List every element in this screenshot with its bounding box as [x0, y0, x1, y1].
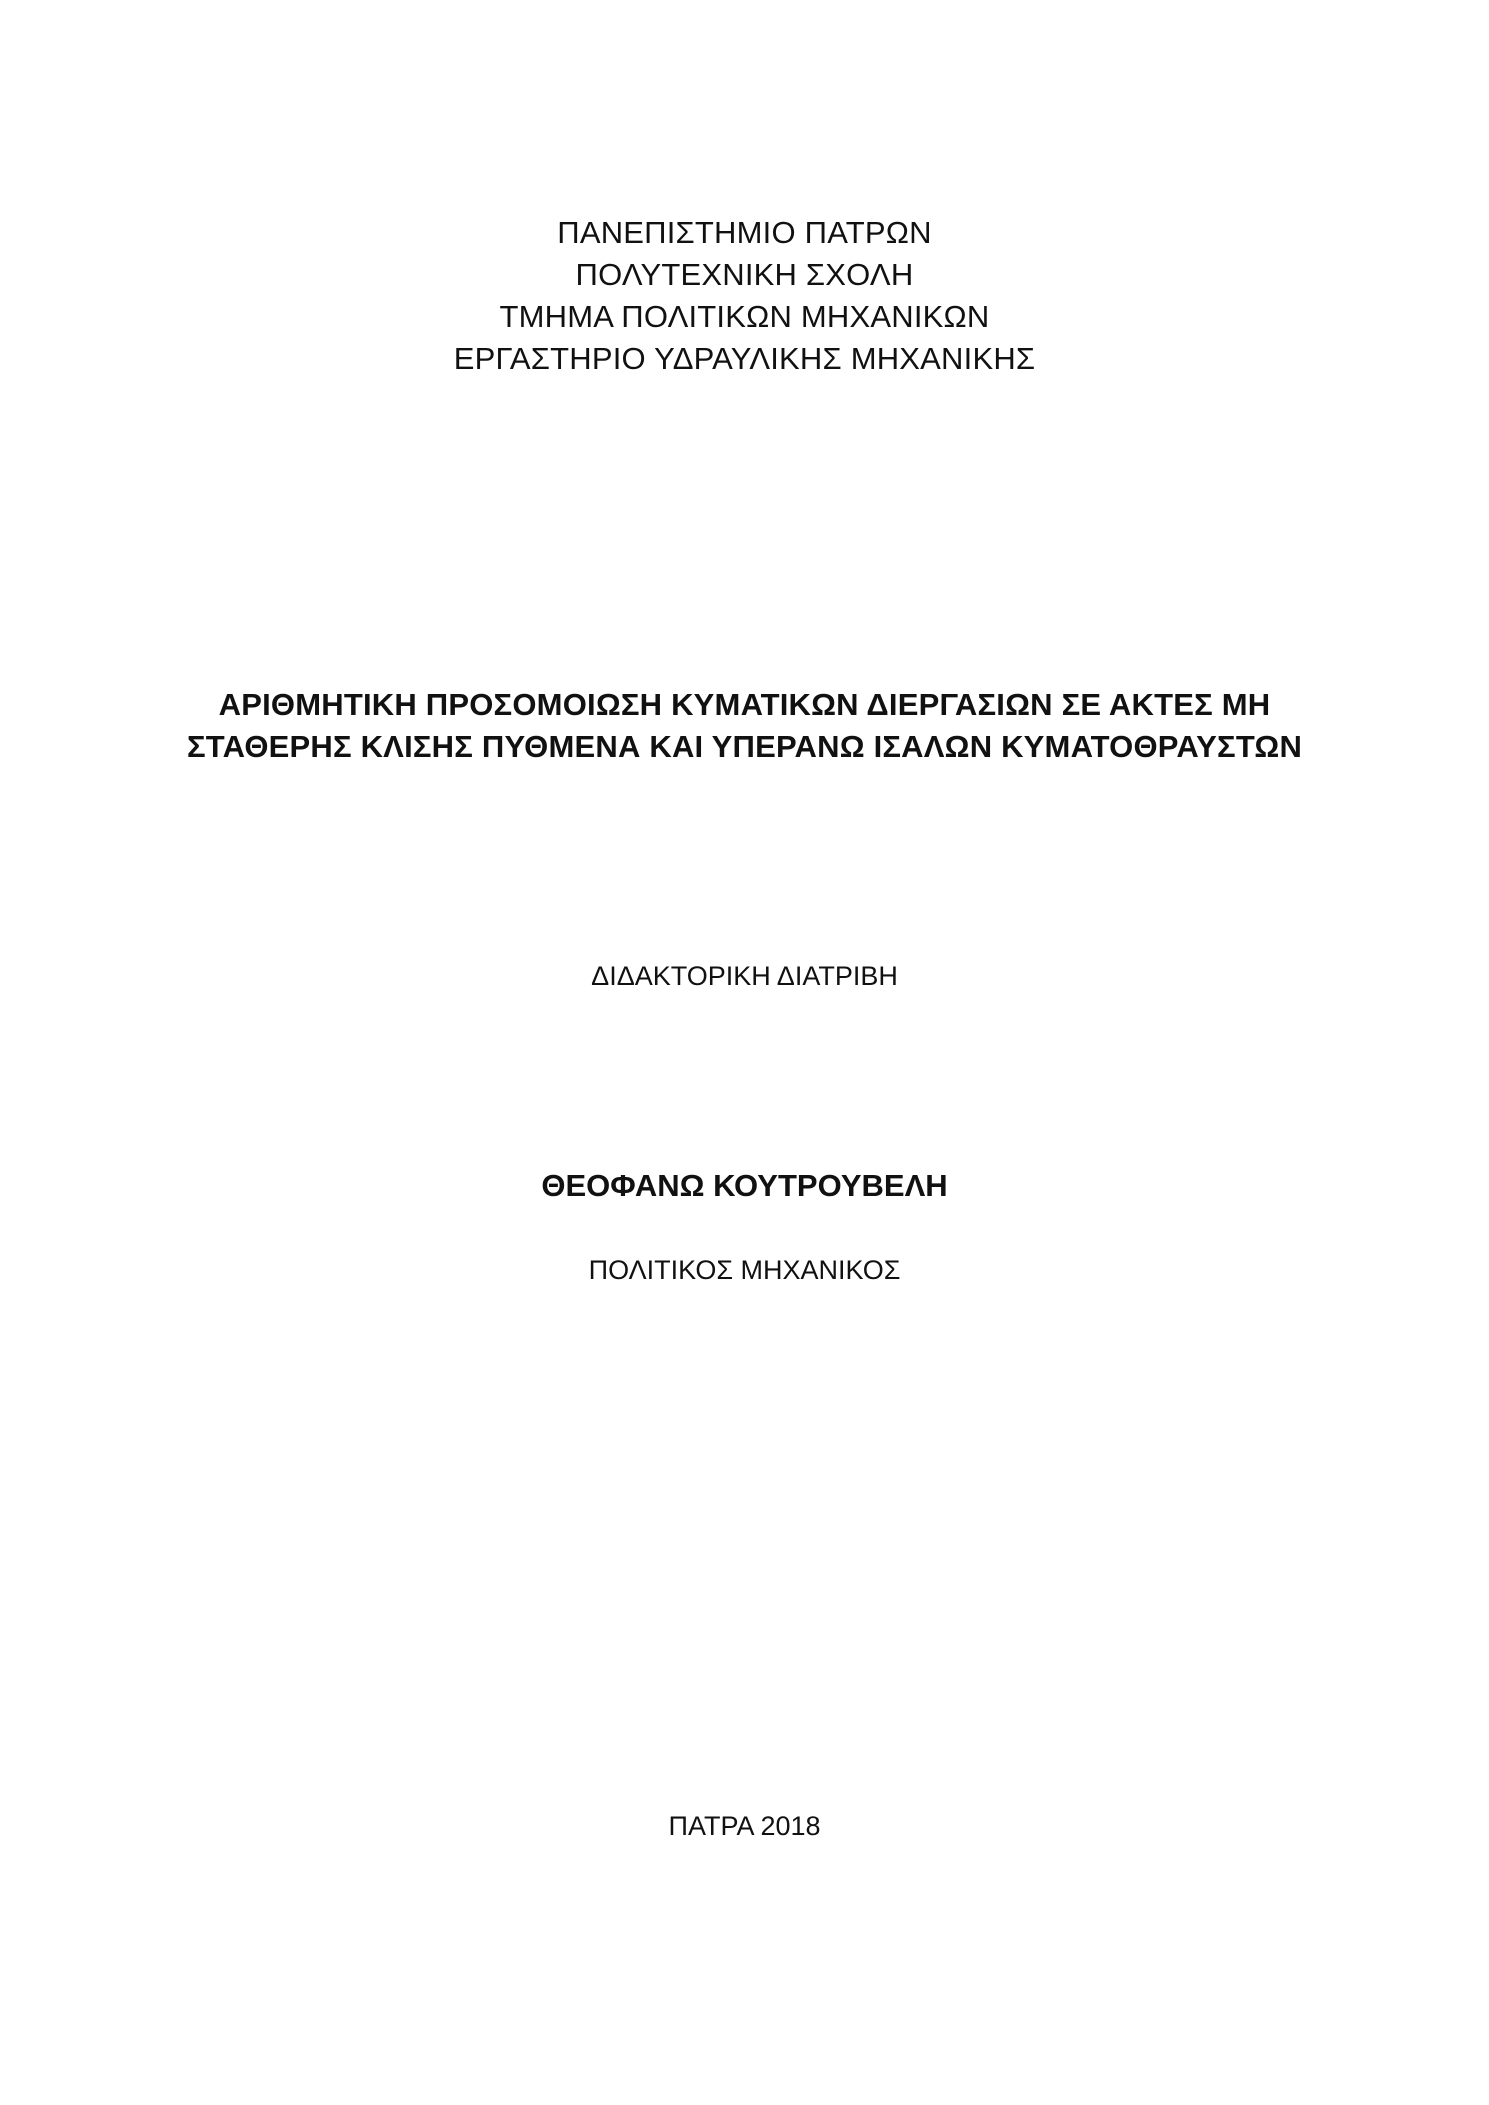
- laboratory-name: ΕΡΓΑΣΤΗΡΙΟ ΥΔΡΑΥΛΙΚΗΣ ΜΗΧΑΝΙΚΗΣ: [453, 341, 1036, 376]
- thesis-title: [0, 684, 1489, 768]
- thesis-type-label: ΔΙΔΑΚΤΟΡΙΚΗ ΔΙΑΤΡΙΒΗ: [591, 961, 898, 991]
- place-year: ΠΑΤΡΑ 2018: [668, 1811, 821, 1841]
- place-year-block: [0, 1808, 1489, 1844]
- author-block: [0, 1165, 1489, 1207]
- school-name: ΠΟΛΥΤΕΧΝΙΚΗ ΣΧΟΛΗ: [575, 257, 914, 292]
- thesis-title-line-2: ΣΤΑΘΕΡΗΣ ΚΛΙΣΗΣ ΠΥΘΜΕΝΑ ΚΑΙ ΥΠΕΡΑΝΩ ΙΣΑΛΩΝ ΚΥΜΑΤΟΘΡΑΥΣΤΩΝ: [186, 729, 1303, 764]
- thesis-type: [0, 958, 1489, 994]
- thesis-title-line-1: ΑΡΙΘΜΗΤΙΚΗ ΠΡΟΣΟΜΟΙΩΣΗ ΚΥΜΑΤΙΚΩΝ ΔΙΕΡΓΑΣΙΩΝ ΣΕ ΑΚΤΕΣ ΜΗ: [218, 687, 1271, 722]
- department-name: ΤΜΗΜΑ ΠΟΛΙΤΙΚΩΝ ΜΗΧΑΝΙΚΩΝ: [499, 299, 990, 334]
- university-name: ΠΑΝΕΠΙΣΤΗΜΙΟ ΠΑΤΡΩΝ: [557, 215, 932, 250]
- author-name: ΘΕΟΦΑΝΩ ΚΟΥΤΡΟΥΒΕΛΗ: [541, 1168, 948, 1203]
- institution-header: [0, 212, 1489, 380]
- author-profession: ΠΟΛΙΤΙΚΟΣ ΜΗΧΑΝΙΚΟΣ: [588, 1255, 901, 1285]
- author-profession-block: [0, 1252, 1489, 1288]
